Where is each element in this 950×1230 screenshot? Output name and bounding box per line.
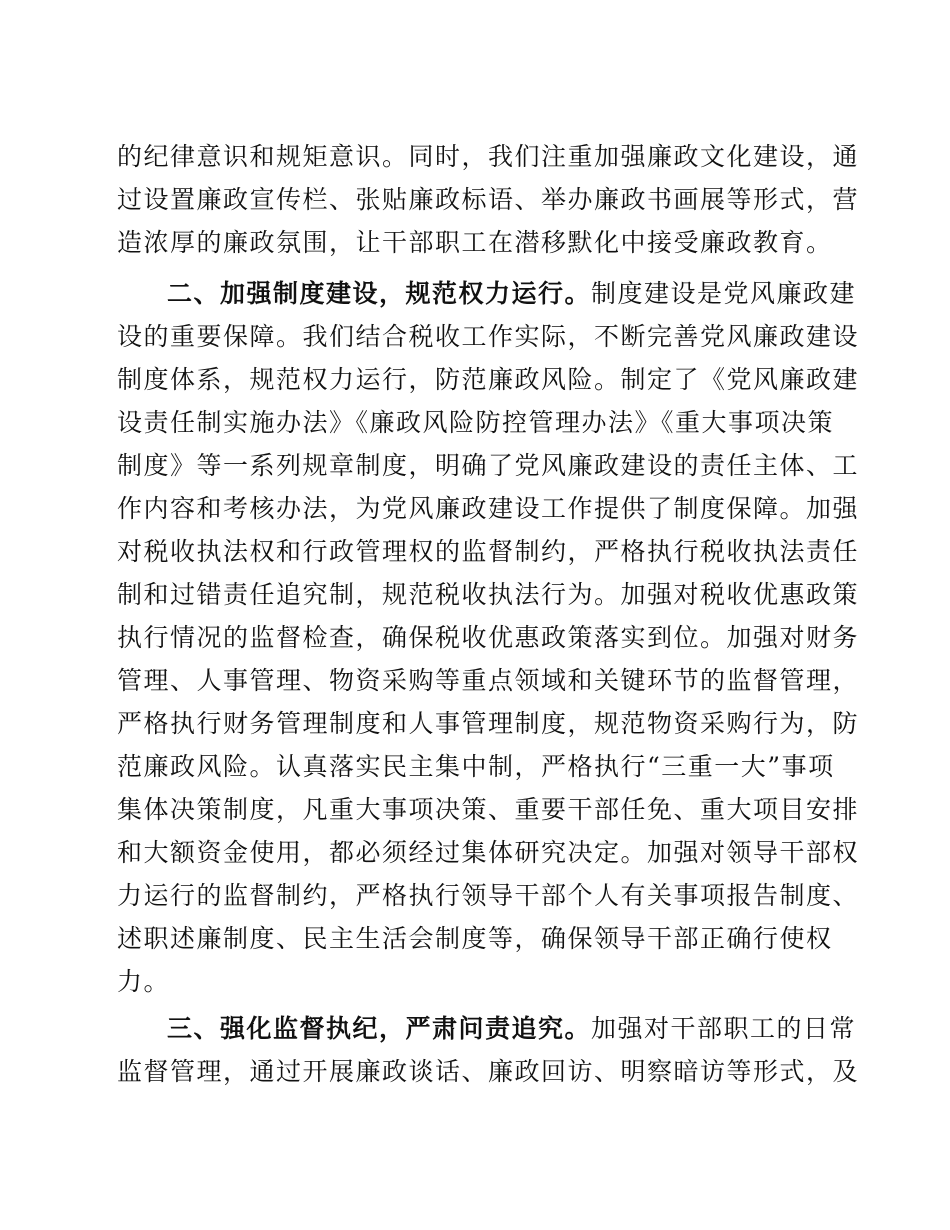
section-heading-3: 三、强化监督执纪，严肃问责追究。 [167,1014,592,1043]
paragraph-2-line: 设责任制实施办法》《廉政风险防控管理办法》《重大事项决策 [117,408,835,437]
paragraph-2-line: 管理、人事管理、物资采购等重点领域和关键环节的监督管理， [117,666,860,695]
section-heading-2: 二、加强制度建设，规范权力运行。 [167,279,592,308]
paragraph-1-line: 造浓厚的廉政氛围，让干部职工在潜移默化中接受廉政教育。 [117,228,833,257]
paragraph-3-first-line [117,1007,857,1050]
paragraph-2-line: 力运行的监督制约，严格执行领导干部个人有关事项报告制度、 [117,881,860,910]
paragraph-2-line: 力。 [117,967,171,996]
paragraph-3-line: 监督管理，通过开展廉政谈话、廉政回访、明察暗访等形式，及 [117,1057,860,1086]
paragraph-2-line: 制度体系，规范权力运行，防范廉政风险。制定了《党风廉政建 [117,365,860,394]
paragraph-2-line: 对税收执法权和行政管理权的监督制约，严格执行税收执法责任 [117,537,860,566]
paragraph-2-line: 执行情况的监督检查，确保税收优惠政策落实到位。加强对财务 [117,623,860,652]
paragraph-1-line: 的纪律意识和规矩意识。同时，我们注重加强廉政文化建设，通 [117,142,860,171]
paragraph-2-line: 集体决策制度，凡重大事项决策、重要干部任免、重大项目安排 [117,795,860,824]
paragraph-2-lead-text: 制度建设是党风廉政建 [591,279,857,308]
paragraph-2 [117,272,860,1003]
paragraph-2-first-line [117,272,857,315]
paragraph-2-line: 制和过错责任追究制，规范税收执法行为。加强对税收优惠政策 [117,580,860,609]
paragraph-2-line: 制度》等一系列规章制度，明确了党风廉政建设的责任主体、工 [117,451,860,480]
paragraph-1-line: 过设置廉政宣传栏、张贴廉政标语、举办廉政书画展等形式，营 [117,185,860,214]
paragraph-2-line: 严格执行财务管理制度和人事管理制度，规范物资采购行为，防 [117,709,860,738]
paragraph-2-line: 和大额资金使用，都必须经过集体研究决定。加强对领导干部权 [117,838,860,867]
paragraph-2-line: 述职述廉制度、民主生活会制度等，确保领导干部正确行使权 [117,924,833,953]
paragraph-2-line: 范廉政风险。认真落实民主集中制，严格执行“三重一大”事项 [117,752,835,781]
paragraph-1 [117,135,860,264]
paragraph-3-lead-text: 加强对干部职工的日常 [591,1014,857,1043]
paragraph-3 [117,1007,860,1093]
paragraph-2-line: 作内容和考核办法，为党风廉政建设工作提供了制度保障。加强 [117,494,860,523]
paragraph-2-line: 设的重要保障。我们结合税收工作实际，不断完善党风廉政建设 [117,322,860,351]
